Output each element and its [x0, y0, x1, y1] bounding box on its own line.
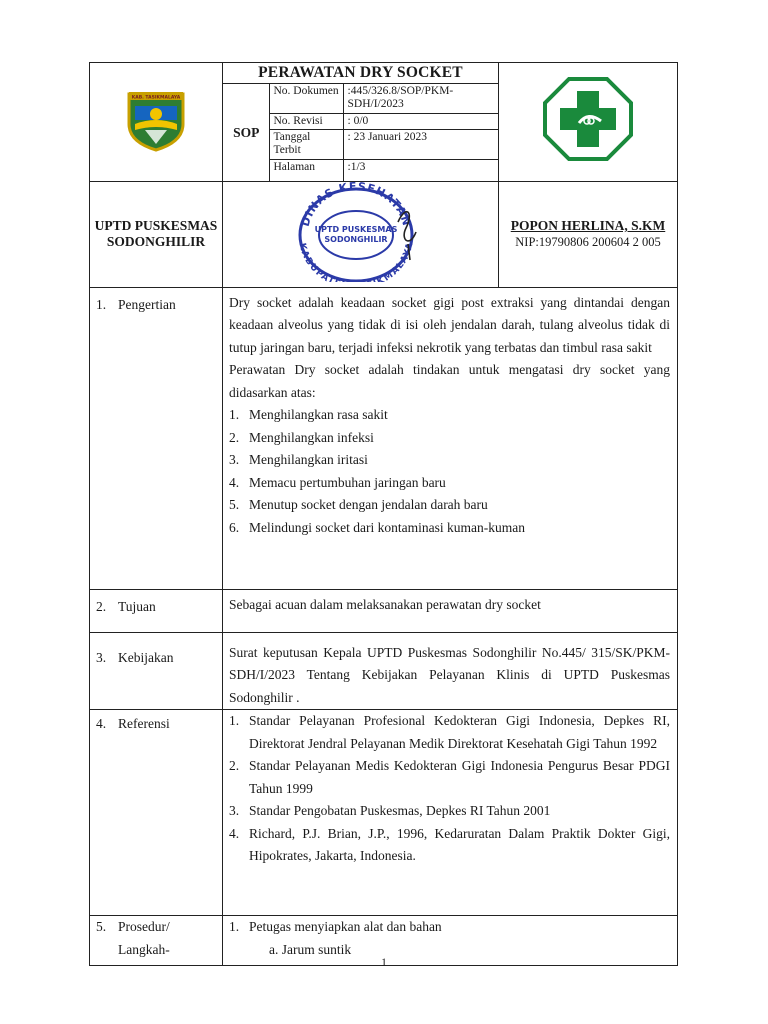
official-stamp-icon	[286, 182, 436, 282]
section-label: 4. Referensi	[90, 710, 223, 916]
puskesmas-logo-cell	[499, 63, 678, 182]
list-item: 6. Melindungi socket dari kontaminasi kuman-kuman	[229, 519, 525, 535]
section-content	[223, 287, 678, 589]
meta-label-no-revisi: No. Revisi	[269, 114, 343, 130]
list-item: 2. Standar Pelayanan Medis Kedokteran Gigi Indonesia Pengurus Besar PDGI Tahun 1999	[229, 758, 670, 796]
meta-value-halaman: :1/3	[343, 160, 498, 181]
meta-value-no-revisi: : 0/0	[343, 114, 498, 130]
list-item: 5. Menutup socket dengan jendalan darah baru	[229, 497, 488, 512]
meta-table	[223, 83, 498, 181]
regency-logo-cell	[90, 63, 223, 182]
meta-label-tanggal-terbit: Tanggal Terbit	[269, 130, 343, 160]
list-item: 1. Menghilangkan rasa sakit	[229, 407, 388, 422]
puskesmas-logo-icon	[543, 77, 633, 161]
procedure-table	[89, 287, 678, 967]
section-label: 2. Tujuan	[90, 589, 223, 632]
section-content: Sebagai acuan dalam melaksanakan perawatan dry socket	[223, 589, 678, 632]
list-item: 4. Memacu pertumbuhan jaringan baru	[229, 474, 446, 490]
section-label: 1. Pengertian	[90, 287, 223, 589]
signer-nip: NIP:19790806 200604 2 005	[515, 235, 661, 249]
svg-text:SODONGHILIR: SODONGHILIR	[323, 234, 388, 244]
meta-value-tanggal-terbit: : 23 Januari 2023	[343, 130, 498, 160]
sub-item: a. Jarum suntik	[269, 941, 352, 957]
list-item: 3. Menghilangkan iritasi	[229, 452, 368, 467]
section-kebijakan	[90, 632, 678, 710]
reference-list	[229, 710, 670, 868]
stamp-cell	[223, 181, 499, 287]
meta-value-no-dokumen: :445/326.8/SOP/PKM-SDH/I/2023	[343, 84, 498, 114]
section-pengertian	[90, 287, 678, 589]
section-label: 5. Prosedur/ Langkah-	[90, 916, 223, 966]
list-item: 1. Petugas menyiapkan alat dan bahan a. Jarum suntik	[229, 916, 670, 961]
signer-name: POPON HERLINA, S.KM	[510, 218, 666, 233]
section-referensi	[90, 710, 678, 916]
section-tujuan	[90, 589, 678, 632]
section-content: Surat keputusan Kepala UPTD Puskesmas Sodonghilir No.445/ 315/SK/PKM-SDH/I/2023 Tentang Kebijakan Pelayanan Klinis di UPTD Puskesmas Sodonghilir .	[223, 632, 678, 710]
title-cell	[223, 63, 499, 182]
meta-label-no-dokumen: No. Dokumen	[269, 84, 343, 114]
section-content	[223, 710, 678, 916]
regency-emblem-icon	[121, 84, 191, 154]
meta-label-halaman: Halaman	[269, 160, 343, 181]
page-number: 1	[381, 957, 387, 969]
list-item: 4. Richard, P.J. Brian, J.P., 1996, Kedaruratan Dalam Praktik Dokter Gigi, Hipokrates, Jakarta, Indonesia.	[229, 825, 670, 863]
svg-text:UPTD PUSKESMAS: UPTD PUSKESMAS	[314, 224, 397, 234]
svg-text:DINAS KESEHATAN: DINAS KESEHATAN	[298, 181, 413, 228]
section-label: 3. Kebijakan	[90, 632, 223, 710]
sop-document	[89, 62, 677, 966]
header-table	[89, 62, 678, 288]
treatment-goals-list	[229, 404, 670, 539]
signer-cell	[499, 181, 678, 287]
list-item: 3. Standar Pengobatan Puskesmas, Depkes RI Tahun 2001	[229, 803, 551, 818]
org-name: UPTD PUSKESMAS SODONGHILIR	[90, 181, 223, 287]
definition-paragraph: Dry socket adalah keadaan socket gigi post extraksi yang dintandai dengan keadaan alveolus yang tidak di isi oleh jendalan darah, tulang alveolus tidak di tutup jaringan baru, terjadi infeksi nekrotik yang terbatas dan timbul rasa sakit	[229, 294, 670, 355]
svg-text:KABUPATEN TASIKMALAYA: KABUPAT KMALAYA	[296, 241, 415, 282]
treatment-paragraph: Perawatan Dry socket adalah tindakan untuk mengatasi dry socket yang didasarkan atas:	[229, 362, 670, 400]
sop-label: SOP	[223, 84, 269, 181]
svg-text:KAB. TASIKMALAYA: KAB. TASIKMALAYA	[131, 95, 181, 101]
list-item: 2. Menghilangkan infeksi	[229, 429, 374, 445]
document-title: PERAWATAN DRY SOCKET	[258, 64, 463, 81]
procedure-steps	[229, 916, 670, 961]
list-item: 1. Standar Pelayanan Profesional Kedokteran Gigi Indonesia, Depkes RI, Direktorat Jendral Pelayanan Medik Direktorat Kesehatah Gigi Tahun 1992	[229, 713, 670, 751]
